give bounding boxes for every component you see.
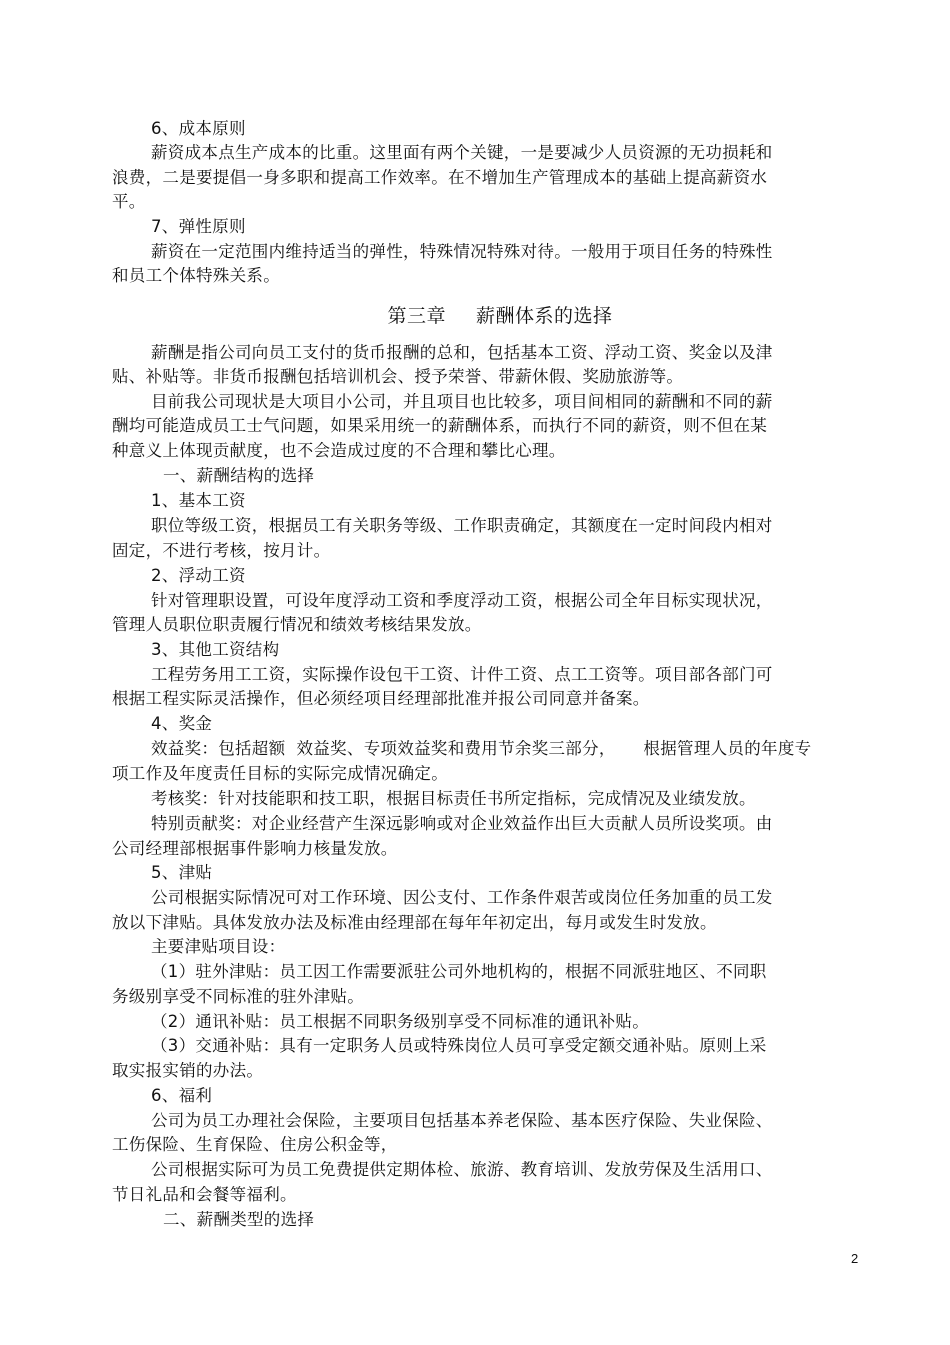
paragraph-line: 管理人员职位职责履行情况和绩效考核结果发放。 <box>112 615 482 634</box>
chapter-title <box>0 301 950 328</box>
subheading-allowance: 5、津贴 <box>151 863 213 882</box>
paragraph-line: 目前我公司现状是大项目小公司，并且项目也比较多，项目间相同的薪酬和不同的薪 <box>151 392 773 411</box>
paragraph-line: 根据工程实际灵活操作，但必须经项目经理部批准并报公司同意并备案。 <box>112 689 650 708</box>
paragraph-line: 主要津贴项目设： <box>151 937 286 956</box>
list-item: （1）驻外津贴：员工因工作需要派驻公司外地机构的，根据不同派驻地区、不同职 <box>151 962 767 981</box>
paragraph-line: 和员工个体特殊关系。 <box>112 266 280 285</box>
paragraph-line: 放以下津贴。具体发放办法及标准由经理部在每年年初定出，每月或发生时发放。 <box>112 913 717 932</box>
paragraph-line: 项工作及年度责任目标的实际完成情况确定。 <box>112 764 448 783</box>
paragraph-line: 固定，不进行考核，按月计。 <box>112 541 331 560</box>
heading-cost-principle: 6、成本原则 <box>151 119 246 138</box>
paragraph-line: 薪资在一定范围内维持适当的弹性，特殊情况特殊对待。一般用于项目任务的特殊性 <box>151 242 773 261</box>
subheading-welfare: 6、福利 <box>151 1086 213 1105</box>
subheading-bonus: 4、奖金 <box>151 714 213 733</box>
paragraph-line: 考核奖：针对技能职和技工职，根据目标责任书所定指标，完成情况及业绩发放。 <box>151 789 756 808</box>
paragraph-line: 公司经理部根据事件影响力核量发放。 <box>112 839 398 858</box>
paragraph-line: 取实报实销的办法。 <box>112 1061 264 1080</box>
paragraph-line: 公司为员工办理社会保险，主要项目包括基本养老保险、基本医疗保险、失业保险、 <box>151 1111 773 1130</box>
paragraph-line: 职位等级工资，根据员工有关职务等级、工作职责确定，其额度在一定时间段内相对 <box>151 516 773 535</box>
paragraph-line: 工程劳务用工工资，实际操作设包干工资、计件工资、点工工资等。项目部各部门可 <box>151 665 773 684</box>
paragraph-line: 浪费，二是要提倡一身多职和提高工作效率。在不增加生产管理成本的基础上提高薪资水 <box>112 168 768 187</box>
paragraph-line: 特别贡献奖：对企业经营产生深远影响或对企业效益作出巨大贡献人员所设奖项。由 <box>151 814 773 833</box>
paragraph-line: 薪资成本点生产成本的比重。这里面有两个关键，一是要减少人员资源的无功损耗和 <box>151 143 773 162</box>
subheading-base-salary: 1、基本工资 <box>151 491 246 510</box>
page-number: 2 <box>851 1251 859 1266</box>
paragraph-line: 公司根据实际可为员工免费提供定期体检、旅游、教育培训、发放劳保及生活用口、 <box>151 1160 773 1179</box>
paragraph-line: 工伤保险、生育保险、住房公积金等， <box>112 1135 398 1154</box>
subheading-floating-salary: 2、浮动工资 <box>151 566 246 585</box>
chapter-number: 第三章 <box>387 305 446 327</box>
paragraph-line: 薪酬是指公司向员工支付的货币报酬的总和，包括基本工资、浮动工资、奖金以及津 <box>151 343 773 362</box>
paragraph-line: 种意义上体现贡献度，也不会造成过度的不合理和攀比心理。 <box>112 441 566 460</box>
section-heading-type: 二、薪酬类型的选择 <box>163 1210 315 1229</box>
list-item: （2）通讯补贴：员工根据不同职务级别享受不同标准的通讯补贴。 <box>151 1012 649 1031</box>
paragraph-line: 针对管理职设置，可设年度浮动工资和季度浮动工资，根据公司全年目标实现状况， <box>151 591 773 610</box>
heading-flexibility-principle: 7、弹性原则 <box>151 217 246 236</box>
paragraph-line: 公司根据实际情况可对工作环境、因公支付、工作条件艰苦或岗位任务加重的员工发 <box>151 888 773 907</box>
paragraph-line: 务级别享受不同标准的驻外津贴。 <box>112 987 364 1006</box>
list-item: （3）交通补贴：具有一定职务人员或特殊岗位人员可享受定额交通补贴。原则上采 <box>151 1036 767 1055</box>
paragraph-line: 平。 <box>112 192 146 211</box>
paragraph-line: 效益奖：包括超额 效益奖、专项效益奖和费用节余奖三部分， 根据管理人员的年度专 <box>151 739 812 758</box>
paragraph-line: 酬均可能造成员工士气问题，如果采用统一的薪酬体系，而执行不同的薪资，则不但在某 <box>112 416 768 435</box>
subheading-other-salary: 3、其他工资结构 <box>151 640 280 659</box>
paragraph-line: 节日礼品和会餐等福利。 <box>112 1185 297 1204</box>
section-heading-structure: 一、薪酬结构的选择 <box>163 466 315 485</box>
paragraph-line: 贴、补贴等。非货币报酬包括培训机会、授予荣誉、带薪休假、奖励旅游等。 <box>112 367 684 386</box>
chapter-name: 薪酬体系的选择 <box>476 305 613 327</box>
